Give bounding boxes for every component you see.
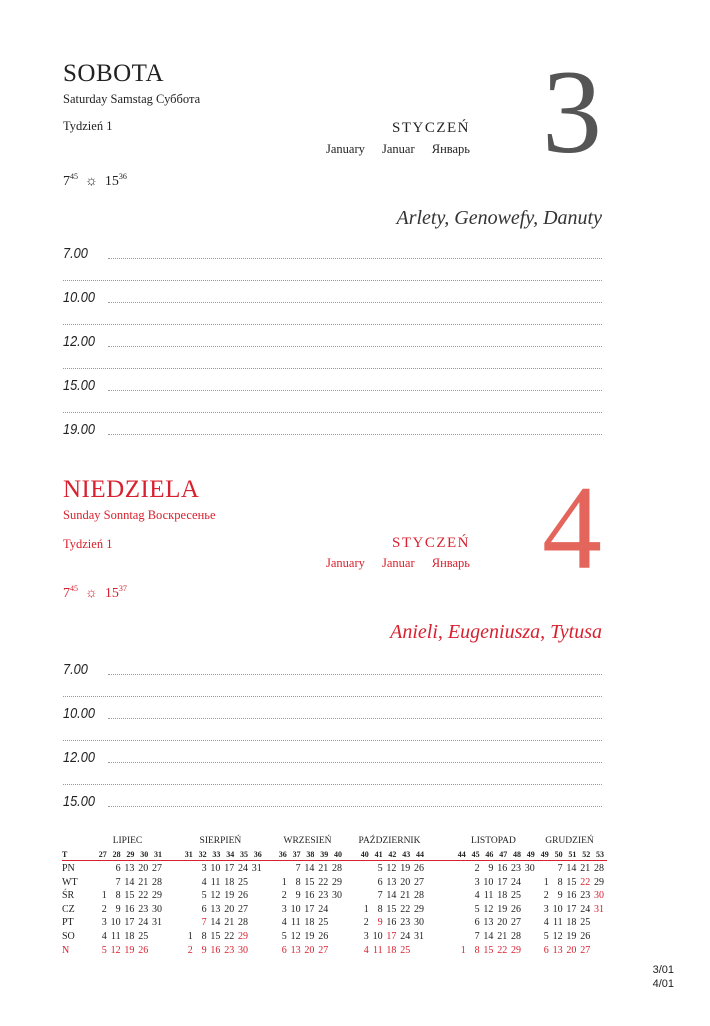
note-line[interactable] (63, 412, 602, 413)
calendar-day: 11 (110, 931, 121, 942)
mini-calendar (62, 835, 607, 965)
calendar-day: 15 (566, 876, 577, 888)
calendar-day: 28 (151, 876, 162, 888)
calendar-day: 18 (566, 917, 577, 929)
calendar-day: 25 (237, 876, 248, 888)
week-label: Tydzień 1 (63, 119, 113, 133)
week-number: 53 (595, 850, 604, 859)
week-number: 46 (485, 850, 494, 859)
calendar-day: 1 (363, 903, 369, 915)
calendar-day: 3 (281, 903, 287, 915)
calendar-day: 11 (483, 890, 494, 902)
calendar-day: 13 (552, 944, 563, 956)
calendar-day: 13 (290, 944, 301, 956)
calendar-day: 17 (497, 876, 508, 888)
month-label: SIERPIEŃ (199, 836, 242, 846)
calendar-day: 1 (543, 876, 549, 888)
weekday-label: PN (62, 863, 75, 874)
calendar-day: 16 (497, 863, 508, 874)
calendar-day: 30 (237, 944, 248, 956)
week-number: 44 (415, 850, 424, 859)
week-number: 31 (153, 850, 162, 859)
hour-label: 15.00 (63, 793, 95, 810)
calendar-day: 15 (124, 890, 135, 902)
calendar-day: 14 (386, 890, 397, 902)
calendar-day: 27 (151, 863, 162, 874)
calendar-day: 25 (400, 944, 411, 956)
calendar-day: 6 (377, 876, 383, 888)
calendar-day: 23 (510, 863, 521, 874)
week-number: 37 (292, 850, 301, 859)
calendar-day: 4 (543, 917, 549, 929)
day-name-translations: Saturday Samstag Суббота (63, 92, 201, 106)
week-number: 48 (512, 850, 521, 859)
calendar-day: 20 (497, 917, 508, 929)
calendar-day: 29 (413, 903, 424, 915)
calendar-day: 20 (566, 944, 577, 956)
calendar-day: 30 (151, 903, 162, 915)
weekday-label: N (62, 944, 70, 956)
calendar-day: 24 (318, 903, 329, 915)
calendar-day: 21 (318, 863, 329, 874)
calendar-day: 8 (557, 876, 563, 888)
week-number-label: T (62, 850, 68, 859)
calendar-day: 8 (295, 876, 301, 888)
calendar-day: 1 (187, 931, 193, 942)
day-name: NIEDZIELA (63, 476, 200, 503)
sun-times (63, 584, 127, 602)
calendar-day: 27 (580, 944, 591, 956)
calendar-day: 19 (400, 863, 411, 874)
calendar-day: 21 (497, 931, 508, 942)
calendar-day: 9 (557, 890, 563, 902)
weekday-label: WT (62, 876, 78, 888)
page-indicator (653, 963, 674, 991)
calendar-day: 13 (124, 863, 135, 874)
sunset-minute: 37 (118, 584, 127, 593)
calendar-day: 28 (413, 890, 424, 902)
calendar-day: 9 (377, 917, 383, 929)
name-days: Arlety, Genowefy, Danuty (396, 207, 602, 229)
week-number: 43 (402, 850, 411, 859)
calendar-day: 23 (580, 890, 591, 902)
calendar-day: 20 (138, 863, 149, 874)
calendar-day: 11 (210, 876, 221, 888)
calendar-day: 26 (237, 890, 248, 902)
day-name: SOBOTA (63, 60, 165, 87)
calendar-day: 16 (124, 903, 135, 915)
calendar-day: 20 (224, 903, 235, 915)
week-number: 45 (471, 850, 480, 859)
week-number: 47 (499, 850, 508, 859)
sunrise-minute: 45 (70, 584, 78, 593)
calendar-day: 14 (566, 863, 577, 874)
week-number: 35 (239, 850, 248, 859)
hour-label: 10.00 (63, 289, 95, 306)
page-label-first: 3/01 (652, 964, 674, 976)
calendar-day: 22 (400, 903, 411, 915)
calendar-day: 11 (372, 944, 383, 956)
week-number: 42 (388, 850, 397, 859)
calendar-day: 4 (101, 931, 107, 942)
calendar-day: 17 (224, 863, 235, 874)
calendar-day: 9 (488, 863, 494, 874)
weekday-label: SO (62, 931, 75, 942)
calendar-day: 20 (304, 944, 315, 956)
sunset-minute: 36 (118, 172, 127, 181)
note-line[interactable] (108, 762, 602, 763)
calendar-day: 15 (304, 876, 315, 888)
calendar-day: 28 (331, 863, 342, 874)
calendar-day: 18 (224, 876, 235, 888)
month-name: STYCZEŃ (392, 535, 470, 551)
calendar-day: 15 (386, 903, 397, 915)
month-label: LIPIEC (112, 836, 143, 846)
week-number: 30 (140, 850, 149, 859)
calendar-day: 2 (281, 890, 287, 902)
note-line[interactable] (63, 784, 602, 785)
calendar-day: 26 (510, 903, 521, 915)
calendar-day: 31 (251, 863, 262, 874)
note-line[interactable] (63, 740, 602, 741)
calendar-day: 2 (363, 917, 369, 929)
week-number: 27 (98, 850, 107, 859)
note-line[interactable] (108, 258, 602, 259)
calendar-day: 4 (363, 944, 369, 956)
calendar-day: 23 (224, 944, 235, 956)
sunset-hour: 15 (104, 174, 119, 189)
note-line[interactable] (108, 302, 602, 303)
note-line[interactable] (63, 280, 602, 281)
note-line[interactable] (108, 346, 602, 347)
hour-label: 12.00 (63, 333, 95, 350)
calendar-day: 8 (201, 931, 207, 942)
hour-label: 19.00 (63, 421, 95, 438)
calendar-day: 19 (497, 903, 508, 915)
day-number: 4 (542, 461, 602, 594)
week-number: 52 (582, 850, 591, 859)
name-days: Anieli, Eugeniusza, Tytusa (390, 621, 602, 643)
calendar-day: 6 (543, 944, 549, 956)
calendar-day: 4 (201, 876, 207, 888)
note-line[interactable] (63, 696, 602, 697)
page-label-second: 4/01 (652, 978, 674, 990)
week-number: 51 (568, 850, 577, 859)
week-number: 50 (554, 850, 563, 859)
calendar-day: 6 (281, 944, 287, 956)
sunrise-minute: 45 (70, 172, 78, 181)
day-number: 3 (542, 45, 602, 178)
calendar-day: 27 (318, 944, 329, 956)
calendar-day: 30 (524, 863, 535, 874)
calendar-day: 2 (101, 903, 107, 915)
calendar-day: 22 (138, 890, 149, 902)
weekday-label: ŚR (62, 890, 75, 902)
calendar-day: 31 (151, 917, 162, 929)
calendar-day: 24 (138, 917, 149, 929)
calendar-day: 3 (543, 903, 549, 915)
calendar-day: 18 (124, 931, 135, 942)
calendar-day: 31 (593, 903, 604, 915)
calendar-day: 20 (400, 876, 411, 888)
calendar-day: 23 (400, 917, 411, 929)
calendar-day: 19 (124, 944, 135, 956)
hour-label: 12.00 (63, 749, 95, 766)
calendar-day: 5 (543, 931, 549, 942)
calendar-day: 28 (510, 931, 521, 942)
calendar-day: 9 (115, 903, 121, 915)
week-number: 41 (374, 850, 383, 859)
calendar-day: 11 (552, 917, 563, 929)
calendar-day: 10 (110, 917, 121, 929)
calendar-day: 16 (304, 890, 315, 902)
calendar-day: 7 (474, 931, 480, 942)
month-label: WRZESIEŃ (283, 836, 332, 846)
calendar-day: 26 (318, 931, 329, 942)
calendar-day: 22 (580, 876, 591, 888)
calendar-day: 19 (224, 890, 235, 902)
calendar-day: 25 (510, 890, 521, 902)
calendar-day: 12 (386, 863, 397, 874)
note-line[interactable] (63, 324, 602, 325)
note-line[interactable] (108, 806, 602, 807)
week-number: 28 (112, 850, 121, 859)
month-label: GRUDZIEŃ (545, 836, 594, 846)
hour-label: 7.00 (63, 661, 88, 678)
calendar-day: 6 (474, 917, 480, 929)
calendar-day: 14 (304, 863, 315, 874)
calendar-day: 6 (115, 863, 121, 874)
calendar-day: 5 (201, 890, 207, 902)
calendar-day: 1 (460, 944, 466, 956)
weekday-label: PT (62, 917, 74, 929)
calendar-day: 24 (580, 903, 591, 915)
calendar-day: 29 (237, 931, 248, 942)
calendar-day: 27 (413, 876, 424, 888)
calendar-day: 21 (400, 890, 411, 902)
calendar-day: 14 (483, 931, 494, 942)
calendar-day: 24 (237, 863, 248, 874)
calendar-day: 21 (580, 863, 591, 874)
calendar-day: 17 (386, 931, 397, 942)
calendar-day: 8 (377, 903, 383, 915)
sunrise-hour: 7 (63, 586, 70, 601)
month-label: LISTOPAD (470, 836, 516, 846)
calendar-day: 24 (510, 876, 521, 888)
calendar-day: 19 (566, 931, 577, 942)
calendar-day: 2 (543, 890, 549, 902)
calendar-day: 16 (386, 917, 397, 929)
calendar-day: 4 (281, 917, 287, 929)
calendar-day: 25 (318, 917, 329, 929)
calendar-day: 13 (210, 903, 221, 915)
sunrise-hour: 7 (63, 174, 70, 189)
calendar-day: 28 (237, 917, 248, 929)
calendar-day: 7 (201, 917, 207, 929)
calendar-day: 1 (101, 890, 107, 902)
calendar-day: 7 (377, 890, 383, 902)
hour-label: 15.00 (63, 377, 95, 394)
calendar-day: 10 (552, 903, 563, 915)
sun-icon: ☼ (85, 586, 98, 601)
calendar-day: 14 (210, 917, 221, 929)
calendar-day: 19 (304, 931, 315, 942)
calendar-day: 7 (295, 863, 301, 874)
calendar-day: 7 (557, 863, 563, 874)
sun-times (63, 172, 127, 190)
week-number: 36 (278, 850, 287, 859)
calendar-day: 5 (474, 903, 480, 915)
calendar-day: 21 (138, 876, 149, 888)
calendar-day: 13 (483, 917, 494, 929)
calendar-day: 23 (318, 890, 329, 902)
calendar-day: 27 (510, 917, 521, 929)
calendar-day: 27 (237, 903, 248, 915)
sunset-hour: 15 (104, 586, 119, 601)
calendar-day: 23 (138, 903, 149, 915)
calendar-day: 2 (474, 863, 480, 874)
week-number: 49 (540, 850, 549, 859)
calendar-day: 9 (201, 944, 207, 956)
calendar-day: 21 (224, 917, 235, 929)
calendar-day: 24 (400, 931, 411, 942)
week-number: 38 (306, 850, 315, 859)
calendar-day: 10 (483, 876, 494, 888)
calendar-day: 12 (110, 944, 121, 956)
calendar-day: 3 (474, 876, 480, 888)
week-number: 49 (526, 850, 535, 859)
calendar-day: 30 (413, 917, 424, 929)
note-line[interactable] (63, 368, 602, 369)
calendar-day: 22 (224, 931, 235, 942)
calendar-day: 17 (566, 903, 577, 915)
calendar-day: 6 (201, 903, 207, 915)
calendar-day: 29 (151, 890, 162, 902)
calendar-day: 10 (290, 903, 301, 915)
week-number: 40 (333, 850, 342, 859)
calendar-day: 8 (474, 944, 480, 956)
calendar-day: 15 (483, 944, 494, 956)
calendar-day: 14 (124, 876, 135, 888)
calendar-day: 30 (593, 890, 604, 902)
calendar-day: 29 (593, 876, 604, 888)
calendar-day: 13 (386, 876, 397, 888)
calendar-day: 8 (115, 890, 121, 902)
calendar-day: 3 (101, 917, 107, 929)
week-number: 34 (226, 850, 235, 859)
calendar-day: 25 (580, 917, 591, 929)
week-label: Tydzień 1 (63, 537, 113, 551)
calendar-day: 12 (552, 931, 563, 942)
calendar-day: 26 (413, 863, 424, 874)
calendar-day: 11 (290, 917, 301, 929)
month-name-translations: January Januar Январь (325, 142, 470, 156)
month-name: STYCZEŃ (392, 120, 470, 136)
month-label: PAŹDZIERNIK (358, 836, 421, 846)
calendar-day: 2 (187, 944, 193, 956)
weekday-label: CZ (62, 903, 75, 915)
calendar-day: 4 (474, 890, 480, 902)
calendar-day: 12 (290, 931, 301, 942)
calendar-day: 7 (115, 876, 121, 888)
note-line[interactable] (108, 674, 602, 675)
calendar-day: 16 (566, 890, 577, 902)
calendar-day: 5 (377, 863, 383, 874)
calendar-day: 10 (210, 863, 221, 874)
week-number: 44 (457, 850, 466, 859)
month-name-translations: January Januar Январь (325, 556, 470, 570)
calendar-day: 18 (386, 944, 397, 956)
calendar-day: 5 (281, 931, 287, 942)
week-number: 32 (198, 850, 207, 859)
note-line[interactable] (108, 434, 602, 435)
note-line[interactable] (108, 718, 602, 719)
hour-label: 7.00 (63, 245, 88, 262)
week-number: 40 (360, 850, 369, 859)
calendar-day: 9 (295, 890, 301, 902)
calendar-day: 31 (413, 931, 424, 942)
calendar-day: 10 (372, 931, 383, 942)
calendar-day: 22 (497, 944, 508, 956)
calendar-day: 3 (363, 931, 369, 942)
day-name-translations: Sunday Sonntag Воскресенье (63, 508, 216, 522)
calendar-day: 12 (210, 890, 221, 902)
calendar-day: 25 (138, 931, 149, 942)
week-number: 39 (320, 850, 329, 859)
week-number: 31 (184, 850, 193, 859)
calendar-day: 16 (210, 944, 221, 956)
calendar-day: 15 (210, 931, 221, 942)
calendar-day: 18 (497, 890, 508, 902)
calendar-day: 17 (304, 903, 315, 915)
hour-label: 10.00 (63, 705, 95, 722)
calendar-day: 29 (331, 876, 342, 888)
calendar-day: 12 (483, 903, 494, 915)
calendar-day: 1 (281, 876, 287, 888)
week-number: 33 (212, 850, 221, 859)
calendar-day: 30 (331, 890, 342, 902)
calendar-day: 29 (510, 944, 521, 956)
calendar-day: 5 (101, 944, 107, 956)
calendar-day: 22 (318, 876, 329, 888)
week-number: 29 (126, 850, 135, 859)
calendar-day: 28 (593, 863, 604, 874)
calendar-day: 26 (138, 944, 149, 956)
calendar-day: 18 (304, 917, 315, 929)
week-number: 36 (253, 850, 262, 859)
calendar-day: 26 (580, 931, 591, 942)
note-line[interactable] (108, 390, 602, 391)
calendar-day: 3 (201, 863, 207, 874)
calendar-day: 17 (124, 917, 135, 929)
sun-icon: ☼ (85, 174, 98, 189)
